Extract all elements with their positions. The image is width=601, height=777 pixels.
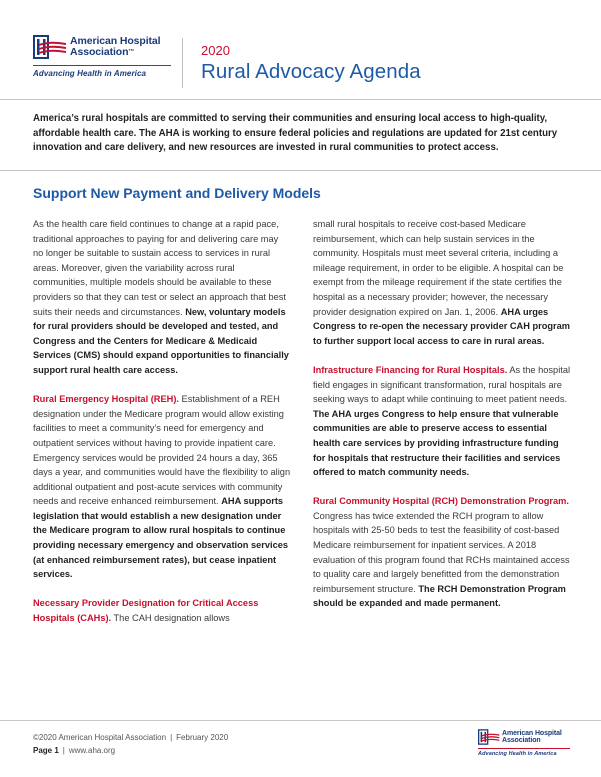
aha-logo (33, 35, 171, 78)
footer-date: February 2020 (176, 733, 229, 742)
subheading-reh: Rural Emergency Hospital (REH). (33, 394, 179, 405)
recommendation-text: The AHA urges Congress to help ensure that vulnerable communities are able to preserve access to essential health care services by providing infrastructure funding for hospitals that restructure their facilities and services offered to match community needs. (313, 408, 561, 478)
subheading-cah: Necessary Provider Designation for Critical Access Hospitals (CAHs). (33, 598, 259, 624)
footer-org-name: American Hospital Association (502, 729, 562, 744)
section-title: Support New Payment and Delivery Models (33, 185, 321, 201)
footer-info: ©2020 American Hospital Association | February 2020 Page 1 | www.aha.org (33, 733, 229, 755)
paragraph-cah: Necessary Provider Designation for Critical Access Hospitals (CAHs). The CAH designation allows (33, 598, 259, 624)
subheading-infrastructure: Infrastructure Financing for Rural Hospitals. (313, 364, 508, 375)
org-tagline: Advancing Health in America (33, 65, 171, 78)
recommendation-text: AHA urges Congress to re-open the necessary provider CAH program to further support local access to care in rural areas. (313, 306, 571, 346)
paragraph-infrastructure: Infrastructure Financing for Rural Hospitals. As the hospital field engages in significant transformation, rural hospitals are seeking ways to adapt while continuing to meet patient needs. The AHA urges Congress to help ensure that vulnerable communities are able to preserve access to essential health care services by providing infrastructure funding for hospitals that restructure their facilities and services offered to match community needs. (313, 364, 571, 478)
aha-h-logo-icon (478, 729, 500, 745)
subheading-rch: Rural Community Hospital (RCH) Demonstration Program. (313, 496, 569, 507)
footer-org-tagline: Advancing Health in America (478, 748, 570, 757)
aha-h-logo-icon (33, 35, 67, 59)
recommendation-text: The RCH Demonstration Program should be expanded and made permanent. (313, 583, 566, 609)
paragraph-reh: Rural Emergency Hospital (REH). Establishment of a REH designation under the Medicare program would allow existing facilities to meet a community’s need for emergency and outpatient services without having to provide inpatient care. Emergency services would be provided 24 hours a day, 365 days a year, and communities would have the flexibility to align additional outpatient and post-acute services with community needs and receive enhanced reimbursement. AHA supports legislation that would establish a new designation under the Medicare program to allow rural hospitals to continue providing necessary emergency and observation services (at enhanced reimbursement rates), but cease inpatient services. (33, 394, 291, 580)
footer-rule (0, 720, 601, 721)
recommendation-text: New, voluntary models for rural providers should be developed and tested, and Congress and the Centers for Medicare & Medicaid Services (CMS) should expand opportunities to financially support rural health care access. (33, 306, 289, 375)
header-divider (182, 38, 183, 88)
intro-paragraph: America’s rural hospitals are committed to serving their communities and ensuring local access to high-quality, affordable health care. The AHA is working to ensure federal policies and regulations are updated for 21st century innovation and care delivery, and new resources are invested in rural communities to protect access. (33, 113, 558, 153)
paragraph-intro: As the health care field continues to change at a rapid pace, traditional approaches to paying for and delivering care may no longer be suitable to sustain access to services in rural areas. Moreover, given the variability across rural communities, multiple models should be available to these providers so that they can test or select an approach that best suits their needs and circumstances. New, voluntary models for rural providers should be developed and tested, and Congress and the Centers for Medicare & Medicaid Services (CMS) should expand opportunities to financially support rural health care access. (33, 219, 289, 375)
page-number: Page 1 (33, 746, 59, 755)
document-year: 2020 (201, 43, 230, 58)
footer-copyright: ©2020 American Hospital Association (33, 733, 167, 742)
footer-aha-logo (478, 729, 570, 757)
paragraph-rch: Rural Community Hospital (RCH) Demonstration Program. Congress has twice extended the RCH program to allow hospitals with 25-50 beds to test the feasibility of cost-based Medicare reimbursement for inpatient services. A 2018 evaluation of this program found that RCHs maintained access to quality care and largely benefitted from the demonstration reimbursement structure. The RCH Demonstration Program should be expanded and made permanent. (313, 496, 570, 609)
left-column (33, 217, 291, 640)
org-name: American Hospital Association™ (70, 35, 161, 58)
footer-url[interactable]: www.aha.org (68, 746, 116, 755)
intro-rule (0, 170, 601, 171)
paragraph-cah-continued: small rural hospitals to receive cost-based Medicare reimbursement, which can help sustain services in the community. Hospitals must meet several criteria, including a mileage requirement, in order to be eligible. A hospital can be exempt from the mileage requirement if the state certifies the hospital as a necessary provider; however, the necessary provider designation expired on Jan. 1, 2006. AHA urges Congress to re-open the necessary provider CAH program to further support local access to care in rural areas. (313, 219, 571, 346)
header-rule (0, 99, 601, 100)
recommendation-text: AHA supports legislation that would establish a new designation under the Medicare program to allow rural hospitals to continue providing necessary emergency and observation services (at enhanced reimbursement rates), but cease inpatient services. (33, 496, 289, 580)
document-title: Rural Advocacy Agenda (201, 60, 421, 83)
right-column (313, 217, 573, 626)
